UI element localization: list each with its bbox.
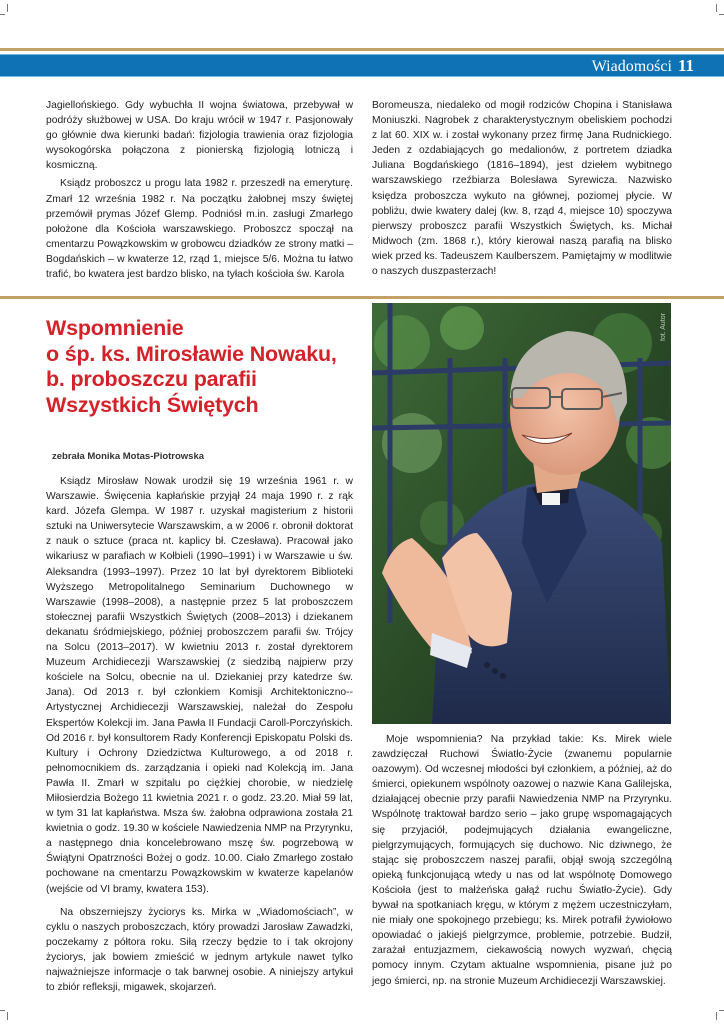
article-byline: zebrała Monika Motas-Piotrowska [52, 451, 205, 462]
article-title [46, 316, 366, 418]
crop-mark-bottom-left-v [7, 1012, 8, 1020]
paragraph: Na obszerniejszy życiorys ks. Mirka w „Wiadomościach”, w cyklu o naszych proboszczach, który prowadzi Jarosław Zawadzki, poczekamy z półtora roku. Siłą rzeczy będzie to i tak okrojony życiorys, jak bowiem zmieścić w jednym artykule nawet tylko najważniejsze informacje o tak barwnej osobie. A niniejszy artykuł to zbiór refleksji, migawek, skojarzeń. [46, 906, 353, 994]
crop-mark-bottom-right-h [719, 1010, 724, 1011]
crop-mark-bottom-left-h [0, 1010, 5, 1011]
photo-credit: fot. Autor [660, 313, 667, 342]
title-line: Wspomnienie [46, 316, 184, 340]
article-left-column [46, 474, 353, 995]
paragraph: Boromeusza, niedaleko od mogił rodziców Chopina i Stanisława Moniuszki. Nagrobek z charakterystycznym obeliskiem pochodzi z lat 60. XIX w. i został wykonany przez firmę Jana Rudnickiego. Jeden z ozdabiających go medalionów, z portretem dziadka Juliana Bogdańskiego (1816–1894), jest dziełem wybitnego warszawskiego rzeźbiarza Bolesława Syrewicza. Nazwisko księdza proboszcza wykuto na głównej, poziomej płycie. W pobliżu, dwie kwatery dalej (kw. 8, rząd 4, miejsce 10) spoczywa pierwszy proboszcz parafii Wszystkich Świętych, ks. Michał Midwoch (zm. 1868 r.), który kierował naszą parafią na blisko wiek przed ks. Tadeuszem Kaulberszem. Pamiętajmy w modlitwie o naszych duszpasterzach! [372, 100, 672, 278]
section-header-band [0, 54, 724, 77]
crop-mark-top-right-v [716, 4, 717, 12]
title-line: Wszystkich Świętych [46, 392, 259, 417]
header-gold-rule [0, 48, 724, 51]
title-line: b. proboszczu parafii [46, 367, 257, 391]
running-header [592, 56, 694, 76]
page-number: 11 [677, 56, 694, 75]
previous-article-right-column [372, 98, 672, 279]
paragraph: Jagiellońskiego. Gdy wybuchła II wojna światowa, przebywał w podróży służbowej w USA. Do kraju wrócił w 1947 r. Pasjonowały go głównie dwa kierunki badań: fizjologia trawienia oraz fizjologia wysokogórska połączona z pionierską fizjologią lotniczą i kosmiczną. [46, 100, 353, 172]
paragraph: Ksiądz proboszcz u progu lata 1982 r. przeszedł na emeryturę. Zmarł 12 września 1982 r. Na początku żałobnej mszy świętej przemówił prymas Józef Glemp. Podniósł m.in. zasługi Zmarłego położone dla Kościoła warszawskiego. Proboszcz spoczął na cmentarzu Powązkowskim w grobowcu dziadków ze strony matki – Bogdańskich – w kwaterze 12, rząd 1, miejsce 5/6. Można tu łatwo trafić, bo kwatera jest bardzo blisko, na tyłach kościoła św. Karola [46, 178, 353, 281]
portrait-illustration [372, 303, 671, 724]
article-right-column [372, 732, 672, 989]
article-separator-rule [0, 296, 724, 299]
paragraph: Ksiądz Mirosław Nowak urodził się 19 września 1961 r. w Warszawie. Święcenia kapłańskie przyjął 24 maja 1990 r. z rąk kard. Józefa Glempa. W 1987 r. uzyskał magisterium z historii sztuki na Uniwersytecie Warszawskim, a w 2006 r. obronił doktorat z nauk o sztuce (praca nt. kaplicy bł. Czesława). Pracował jako wikariusz w parafiach w Kołbieli (1990–1991) i w Warszawie u św. Aleksandra (1993–1997). Przez 10 lat był dyrektorem Biblioteki Wyższego Metropolitalnego Seminarium Duchownego w Warszawie (1998–2008), a następnie przez 5 lat proboszczem stołecznej parafii Wszystkich Świętych (2008–2013) i dziekanem dekanatu śródmiejskiego, później proboszczem parafii św. Trójcy na Solcu (2013–2017). W kwietniu 2013 r. został dyrektorem Muzeum Archidiecezji Warszawskiej (z siedzibą najpierw przy kościele na Solcu, obecnie na ul. Dziekaniej przy katedrze św. Jana). Od 2013 r. był członkiem Komisji Architektoniczno--Artystycznej Archidiecezji Warszawskiej, należał do Zespołu Ekspertów Kolekcji im. Jana Pawła II Fundacji Caroll-Porczyńskich. Od 2016 r. był konsultorem Rady Konferencji Episkopatu Polski ds. Kultury i Ochrony Dziedzictwa Kulturowego, a od 2018 r. pełnomocnikiem ds. zarządzania i opieki nad Kolekcją im. Jana Pawła II. Zmarł w szpitalu po ciężkiej chorobie, w niedzielę Miłosierdzia Bożego 11 kwietnia 2021 r. o godz. 23.20. Miał 59 lat, w tym 31 lat kapłaństwa. Msza św. żałobna odprawiona została 21 kwietnia o godz. 19.30 w kościele Nawiedzenia NMP na Przyrynku, a następnego dnia koncelebrowano mszę św. pogrzebową w Świątyni Opatrzności Bożej o godz. 10.00. Ciało Zmarłego zostało pochowane na cmentarzu Powązkowskim w kwaterze kapelanów (wejście od VI bramy, kwatera 153). [46, 476, 353, 895]
crop-mark-top-right-h [719, 14, 724, 15]
portrait-photo [372, 303, 671, 724]
title-line: o śp. ks. Mirosławie Nowaku, [46, 341, 337, 366]
crop-mark-top-left-h [0, 14, 5, 15]
paragraph: Moje wspomnienia? Na przykład takie: Ks. Mirek wiele zawdzięczał Ruchowi Światło-Życie (zwanemu popularnie oazowym). Od wczesnej młodości był członkiem, a później, aż do śmierci, opiekunem wspólnoty oazowej o nazwie Kana Galilejska, działającej obecnie przy parafii Nawiedzenia NMP na Przyrynku. Wspólnotę traktował bardzo serio – jako grupę wspomagających się przyjaciół, podejmujących działania ewangeliczne, pielgrzymujących, formujących się duchowo. Nic dziwnego, że stając się proboszczem naszej parafii, objął swoją szczególną opieką funkcjonującą wtedy u nas od lat wspólnotę Domowego Kościoła (jest to małżeńska gałąź ruchu Światło-Życie). Gdy bywał na spotkaniach kręgu, w którym z mężem uczestniczyłam, nie miały one spokojnego przebiegu; ks. Mirek potrafił żywiołowo opowiadać o jakiejś pielgrzymce, problemie, potrzebie. Budził, zarażał entuzjazmem, ciekawością nowych wyzwań, chęcią pomocy innym. Czytam aktualne wspomnienia, pisane już po jego śmierci, np. na stronie Muzeum Archidiecezji Warszawskiej. [372, 734, 672, 987]
crop-mark-top-left-v [7, 4, 8, 12]
crop-mark-bottom-right-v [716, 1012, 717, 1020]
section-name: Wiadomości [591, 58, 672, 75]
previous-article-left-column [46, 98, 353, 282]
